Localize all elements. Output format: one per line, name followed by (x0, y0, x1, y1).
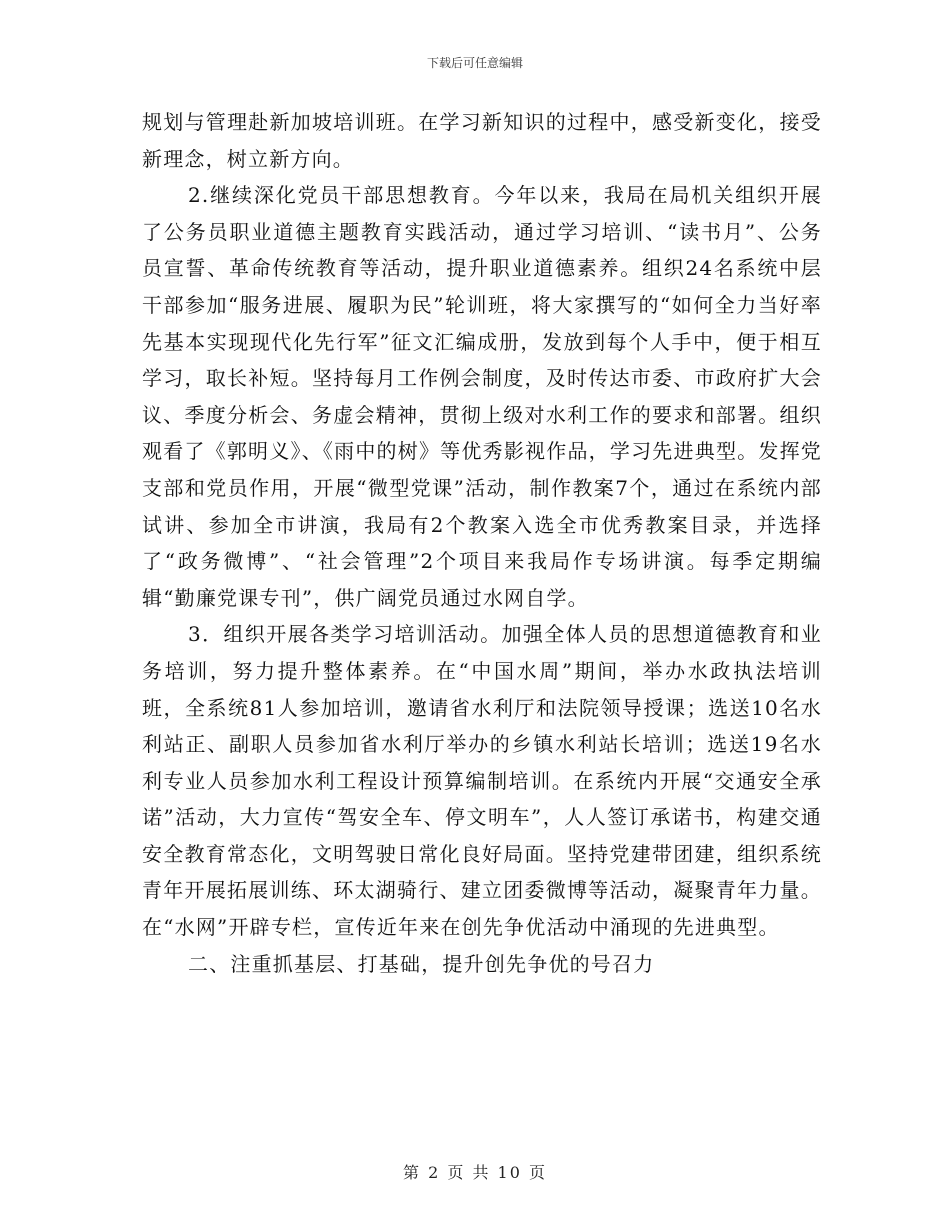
paragraph-item-3: 3．组织开展各类学习培训活动。加强全体人员的思想道德教育和业务培训，努力提升整体素养。在“中国水周”期间，举办水政执法培训班，全系统81人参加培训，邀请省水利厅和法院领导授课；选送10名水利站正、副职人员参加省水利厅举办的乡镇水利站长培训；选送19名水利专业人员参加水利工程设计预算编制培训。在系统内开展“交通安全承诺”活动，大力宣传“驾安全车、停文明车”，人人签订承诺书，构建交通安全教育常态化，文明驾驶日常化良好局面。坚持党建带团建，组织系统青年开展拓展训练、环太湖骑行、建立团委微博等活动，凝聚青年力量。在“水网”开辟专栏，宣传近年来在创先争优活动中涌现的先进典型。 (142, 622, 822, 940)
page-header-note: 下载后可任意编辑 (426, 56, 523, 70)
section-heading: 二、注重抓基层、打基础，提升创先争优的号召力 (188, 951, 655, 976)
document-body (142, 104, 822, 982)
paragraph-item-2: 2.继续深化党员干部思想教育。今年以来，我局在局机关组织开展了公务员职业道德主题教育实践活动，通过学习培训、“读书月”、公务员宣誓、革命传统教育等活动，提升职业道德素养。组织24名系统中层干部参加“服务进展、履职为民”轮训班，将大家撰写的“如何全力当好率先基本实现现代化先行军”征文汇编成册，发放到每个人手中，便于相互学习，取长补短。坚持每月工作例会制度，及时传达市委、市政府扩大会议、季度分析会、务虚会精神，贯彻上级对水利工作的要求和部署。组织观看了《郭明义》、《雨中的树》等优秀影视作品，学习先进典型。发挥党支部和党员作用，开展“微型党课”活动，制作教案7个，通过在系统内部试讲、参加全市讲演，我局有2个教案入选全市优秀教案目录，并选择了“政务微博”、“社会管理”2个项目来我局作专场讲演。每季定期编辑“勤廉党课专刊”，供广阔党员通过水网自学。 (142, 183, 822, 610)
page-number: 第 2 页 共 10 页 (403, 1163, 547, 1182)
paragraph-continuation: 规划与管理赴新加坡培训班。在学习新知识的过程中，感受新变化，接受新理念，树立新方向。 (142, 110, 822, 171)
